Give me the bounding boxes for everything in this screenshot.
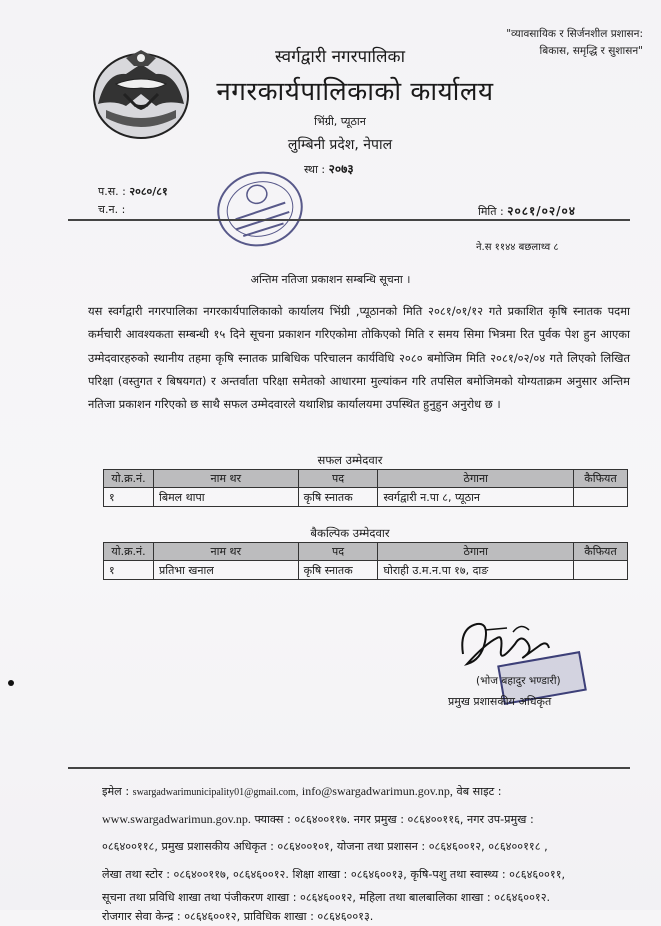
column-header: यो.क्र.नं. (104, 543, 154, 561)
table-row (104, 488, 628, 507)
notice-subject: अन्तिम नतिजा प्रकाशन सम्बन्धि सूचना । (250, 273, 411, 286)
signatory-title: प्रमुख प्रशासकीय अधिकृत (448, 695, 552, 708)
table-cell: घोराही उ.म.न.पा १७, दाङ (378, 561, 574, 580)
address-line-2: लुम्बिनी प्रदेश, नेपाल (287, 137, 393, 153)
table-cell: स्वर्गद्वारी न.पा ८, प्यूठान (378, 488, 574, 507)
ps-reference: प.स. : २०८०/८१ (98, 185, 168, 198)
footer-line-5: सूचना तथा प्रविधि शाखा तथा पंजीकरण शाखा : ०८६४६००१२, महिला तथा बालबालिका शाखा : ०८६४६००१२. (102, 890, 551, 904)
footer-line-4: लेखा तथा स्टोर : ०८६४००११७, ०८६४६००१२. शिक्षा शाखा : ०८६४६००१३, कृषि-पशु तथा स्वास्थ्य : ०८६४६००११, (102, 867, 566, 881)
slogan (443, 26, 643, 60)
nepal-government-emblem (86, 44, 196, 144)
municipality-name: स्वर्गद्वारी नगरपालिका (275, 47, 405, 67)
office-name: नगरकार्यपालिकाको कार्यालय (216, 77, 494, 107)
footer-divider (68, 767, 630, 769)
signatory-name: (भोज बहादुर भण्डारी) (476, 675, 561, 687)
column-header: पद (298, 470, 378, 488)
established-year: स्था : २०७३ (304, 162, 354, 176)
table-cell: १ (104, 488, 154, 507)
column-header: कैफियत (574, 470, 628, 488)
footer-line-1: इमेल : swargadwarimunicipality01@gmail.com, info@swargadwarimun.gov.np, वेब साइट : (102, 784, 502, 798)
nepal-sambat-date: ने.स ११४४ बछलाथ्व ८ (476, 242, 559, 253)
cn-reference: च.न. : (98, 203, 126, 216)
scan-mark (8, 680, 14, 686)
header-divider (68, 219, 630, 221)
column-header: नाम थर (153, 543, 298, 561)
column-header: पद (298, 543, 378, 561)
successful-caption: सफल उम्मेदवार (317, 453, 383, 467)
table-cell: प्रतिभा खनाल (153, 561, 298, 580)
table-row (104, 561, 628, 580)
column-header: यो.क्र.नं. (104, 470, 154, 488)
table-header-row (104, 543, 628, 561)
footer-line-3: ०८६४००११८, प्रमुख प्रशासकीय अधिकृत : ०८६४००१०१, योजना तथा प्रशासन : ०८६४६००१२, ०८६४००११८ , (102, 840, 548, 854)
table-header-row (104, 470, 628, 488)
alternate-caption: बैकल्पिक उम्मेदवार (310, 526, 390, 540)
table-cell: कृषि स्नातक (298, 561, 378, 580)
table-cell (574, 488, 628, 507)
footer-line-2: www.swargadwarimun.gov.np. फ्याक्स : ०८६४००११७. नगर प्रमुख : ०८६४००११६, नगर उप-प्रमुख : (102, 812, 534, 827)
table-cell: बिमल थापा (153, 488, 298, 507)
table-cell (574, 561, 628, 580)
column-header: कैफियत (574, 543, 628, 561)
alternate-candidates-table (103, 542, 628, 580)
notice-body: यस स्वर्गद्वारी नगरपालिका नगरकार्यपालिकाको कार्यालय भिंग्री ,प्यूठानको मिति २०८१/०१/१२ गते प्रकाशित कृषि स्नातक पदमा कर्मचारी आवश्यकता सम्बन्धी १५ दिने सूचना प्रकाशन गरिएकोमा तोकिएको मिति र समय सिमा भित्रमा रित पुर्वक पेश हुन आएका उम्मेदवारहरुको स्थानीय तहमा कृषि स्नातक प्राबिधिक परिचालन कार्यविधि २०८० बमोजिम मिति २०८१/०२/०४ गते लिएको लिखित परिक्षा (वस्तुगत र बिषयगत) र अन्तर्वाता परिक्षा समेतको आधारमा मुल्यांकन गरि तपसिल बमोजिमको योग्यताक्रम अनुसार अन्तिम नतिजा प्रकाशन गरिएको छ साथै सफल उम्मेदवारले यथाशिघ्र कार्यालयमा उपस्थित हुनुहुन अनुरोध छ । (88, 304, 630, 412)
notice-date: मिति : २०८१/०२/०४ (478, 204, 576, 218)
office-stamp (214, 168, 306, 250)
table-cell: १ (104, 561, 154, 580)
footer-line-6: रोजगार सेवा केन्द्र : ०८६४६००१२, प्राविधिक शाखा : ०८६४६००१३. (102, 909, 374, 923)
column-header: ठेगाना (378, 470, 574, 488)
column-header: नाम थर (153, 470, 298, 488)
successful-candidates-table (103, 469, 628, 507)
address-line-1: भिंग्री, प्यूठान (314, 115, 366, 128)
table-cell: कृषि स्नातक (298, 488, 378, 507)
slogan-line-1: "व्यावसायिक र सिर्जनशील प्रशासन: (506, 28, 643, 40)
slogan-line-2: बिकास, समृद्धि र सुशासन" (539, 45, 643, 57)
contact-footer (102, 778, 637, 926)
column-header: ठेगाना (378, 543, 574, 561)
